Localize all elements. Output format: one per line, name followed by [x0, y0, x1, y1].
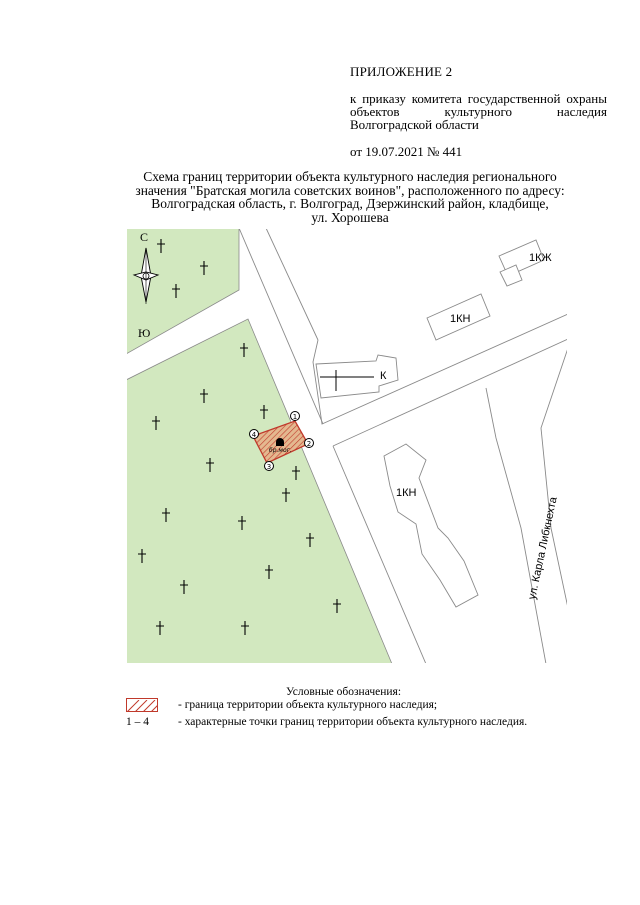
building-label: 1КЖ: [529, 252, 552, 264]
grave-monument-icon: [276, 438, 284, 446]
site-map: [126, 228, 568, 664]
boundary-point-2: [305, 439, 314, 449]
legend-item-boundary: - граница территории объекта культурного наследия;: [178, 699, 438, 711]
building-label: К: [380, 370, 387, 382]
legend-item-points: - характерные точки границ территории объекта культурного наследия.: [178, 716, 528, 728]
appendix-title: ПРИЛОЖЕНИЕ 2: [350, 64, 453, 79]
site-map-svg: [126, 228, 568, 664]
legend-title: Условные обозначения:: [286, 686, 402, 698]
svg-text:2: 2: [306, 440, 312, 448]
boundary-point-3: [265, 462, 274, 472]
object-label: бр.мог.: [269, 447, 292, 454]
street-label: ул. Карла Либкнехта: [526, 495, 560, 601]
scheme-title: [110, 170, 590, 224]
svg-text:3: 3: [266, 463, 272, 471]
appendix-text: к приказу комитета государственной охраны объектов культурного наследия Волгоградской области: [350, 91, 607, 132]
scheme-title-line: ул. Хорошева: [311, 209, 389, 225]
building-label: 1КН: [396, 487, 417, 499]
scheme-title-line: Волгоградская область, г. Волгоград, Дзержинский район, кладбище,: [151, 196, 549, 211]
compass-south-label: Ю: [138, 326, 151, 340]
hatch-swatch-icon: [127, 700, 157, 712]
legend-boundary-swatch: [126, 698, 158, 712]
compass-north-label: С: [140, 230, 149, 244]
svg-text:4: 4: [251, 431, 257, 439]
boundary-point-1: [291, 412, 300, 422]
appendix-date: от 19.07.2021 № 441: [350, 144, 463, 159]
boundary-point-4: [250, 430, 259, 440]
scheme-title-line: Схема границ территории объекта культурного наследия регионального: [143, 169, 557, 184]
scheme-title-line: значения "Братская могила советских воинов", расположенного по адресу:: [135, 182, 565, 198]
legend-points-key: 1 – 4: [126, 716, 149, 728]
svg-text:1: 1: [292, 413, 298, 421]
building-label: 1КН: [450, 313, 471, 325]
